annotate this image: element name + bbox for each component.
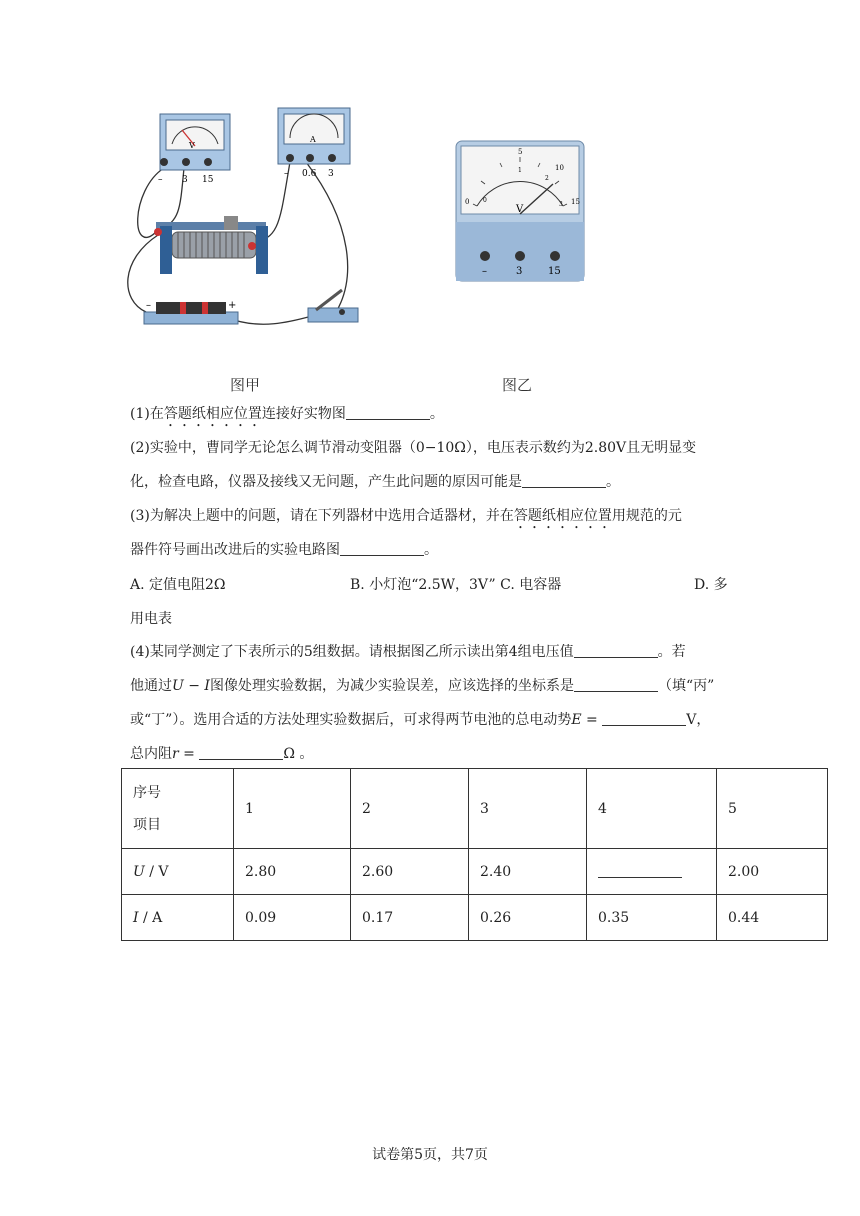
option-d: D. 多 <box>694 577 728 593</box>
answer-blank-q4-axes[interactable] <box>574 677 658 692</box>
answer-blank-q4-resistance[interactable] <box>199 745 283 760</box>
ammeter-terminal-06: 0.6 <box>302 169 317 179</box>
voltmeter-device <box>158 114 230 185</box>
table-corner-cell <box>122 769 234 849</box>
rheostat-device <box>154 216 268 274</box>
table-row-voltage <box>122 849 828 895</box>
figure-jia-circuit <box>120 100 380 340</box>
yi-terminal-neg: – <box>482 266 487 277</box>
battery-plus: + <box>228 300 237 311</box>
answer-blank-q1[interactable] <box>346 405 430 420</box>
table-cell: 0.35 <box>587 895 717 941</box>
yi-terminal-3: 3 <box>516 266 523 277</box>
voltmeter-terminal-3: 3 <box>182 175 188 185</box>
table-cell: 0.44 <box>717 895 828 941</box>
data-table <box>121 768 828 941</box>
ammeter-terminal-3: 3 <box>328 169 334 179</box>
question-4-line-1: (4)某同学测定了下表所示的5组数据。请根据图乙所示读出第4组电压值 。若 <box>130 644 686 660</box>
voltmeter-terminal-neg: – <box>158 175 163 185</box>
figure-yi-voltmeter <box>455 140 585 282</box>
question-3-line-2: 器件符号画出改进后的实验电路图 。 <box>130 542 438 558</box>
table-header-row <box>122 769 828 849</box>
question-2-line-1: (2)实验中，曹同学无论怎么调节滑动变阻器（0−10Ω），电压表示数约为2.80V且无明显变 <box>130 440 697 456</box>
battery-device <box>144 300 238 324</box>
ammeter-symbol: A <box>310 135 316 144</box>
yi-scale-bottom-0: 0 <box>483 197 487 204</box>
ammeter-terminal-neg: – <box>284 169 289 179</box>
table-cell: 2.60 <box>351 849 469 895</box>
table-cell: 2.80 <box>234 849 351 895</box>
table-cell: 0.26 <box>469 895 587 941</box>
yi-scale-top-0: 0 <box>465 198 470 206</box>
yi-scale-top-15: 15 <box>571 198 580 206</box>
row-label-current: I / A <box>122 895 234 941</box>
option-a: A. 定值电阻2Ω <box>130 577 226 593</box>
column-header-5: 5 <box>717 769 828 849</box>
table-cell: 2.40 <box>469 849 587 895</box>
question-4-line-2: 他通过U − I图像处理实验数据，为减少实验误差，应该选择的坐标系是 （填“丙” <box>130 678 715 694</box>
figure-jia-caption: 图甲 <box>230 376 261 394</box>
question-4-line-3: 或“丁”）。选用合适的方法处理实验数据后，可求得两节电池的总电动势E = V， <box>130 712 711 728</box>
question-2-line-2: 化，检查电路，仪器及接线又无问题，产生此问题的原因可能是 。 <box>130 474 620 490</box>
question-3-line-1: (3)为解决上题中的问题，请在下列器材中选用合适器材，并在答题纸相应位置用规范的元 <box>130 508 682 524</box>
yi-scale-bottom-3: 3 <box>559 201 563 208</box>
column-header-2: 2 <box>351 769 469 849</box>
option-d-continued: 用电表 <box>130 611 172 627</box>
table-cell-blank <box>587 849 717 895</box>
yi-scale-top-10: 10 <box>555 164 564 172</box>
yi-scale-bottom-2: 2 <box>545 175 549 182</box>
yi-scale-bottom-1: 1 <box>518 167 522 174</box>
header-label-item: 项目 <box>133 816 161 833</box>
table-cell: 0.09 <box>234 895 351 941</box>
row-label-voltage: U / V <box>122 849 234 895</box>
column-header-4: 4 <box>587 769 717 849</box>
page-footer: 试卷第5页，共7页 <box>372 1147 488 1163</box>
voltmeter-symbol: V <box>189 141 195 150</box>
table-row-current <box>122 895 828 941</box>
question-4-line-4: 总内阻r = Ω 。 <box>130 746 314 762</box>
answer-blank-table-u4[interactable] <box>598 863 682 878</box>
header-label-index: 序号 <box>133 784 161 801</box>
figure-yi-caption: 图乙 <box>502 376 533 394</box>
battery-minus: – <box>146 300 151 311</box>
yi-symbol: V <box>516 204 524 215</box>
table-cell: 2.00 <box>717 849 828 895</box>
answer-blank-q2[interactable] <box>522 473 606 488</box>
option-b-c: B. 小灯泡“2.5W，3V” C. 电容器 <box>350 577 562 593</box>
column-header-1: 1 <box>234 769 351 849</box>
yi-terminal-15: 15 <box>548 266 561 277</box>
answer-blank-q4-emf[interactable] <box>602 711 686 726</box>
answer-blank-q3[interactable] <box>340 541 424 556</box>
yi-scale-top-5: 5 <box>518 148 523 156</box>
table-cell: 0.17 <box>351 895 469 941</box>
question-1: (1)在答题纸相应位置连接好实物图 。 <box>130 406 444 422</box>
column-header-3: 3 <box>469 769 587 849</box>
answer-blank-q4-voltage[interactable] <box>574 643 658 658</box>
voltmeter-terminal-15: 15 <box>202 175 214 185</box>
switch-device <box>308 290 358 322</box>
